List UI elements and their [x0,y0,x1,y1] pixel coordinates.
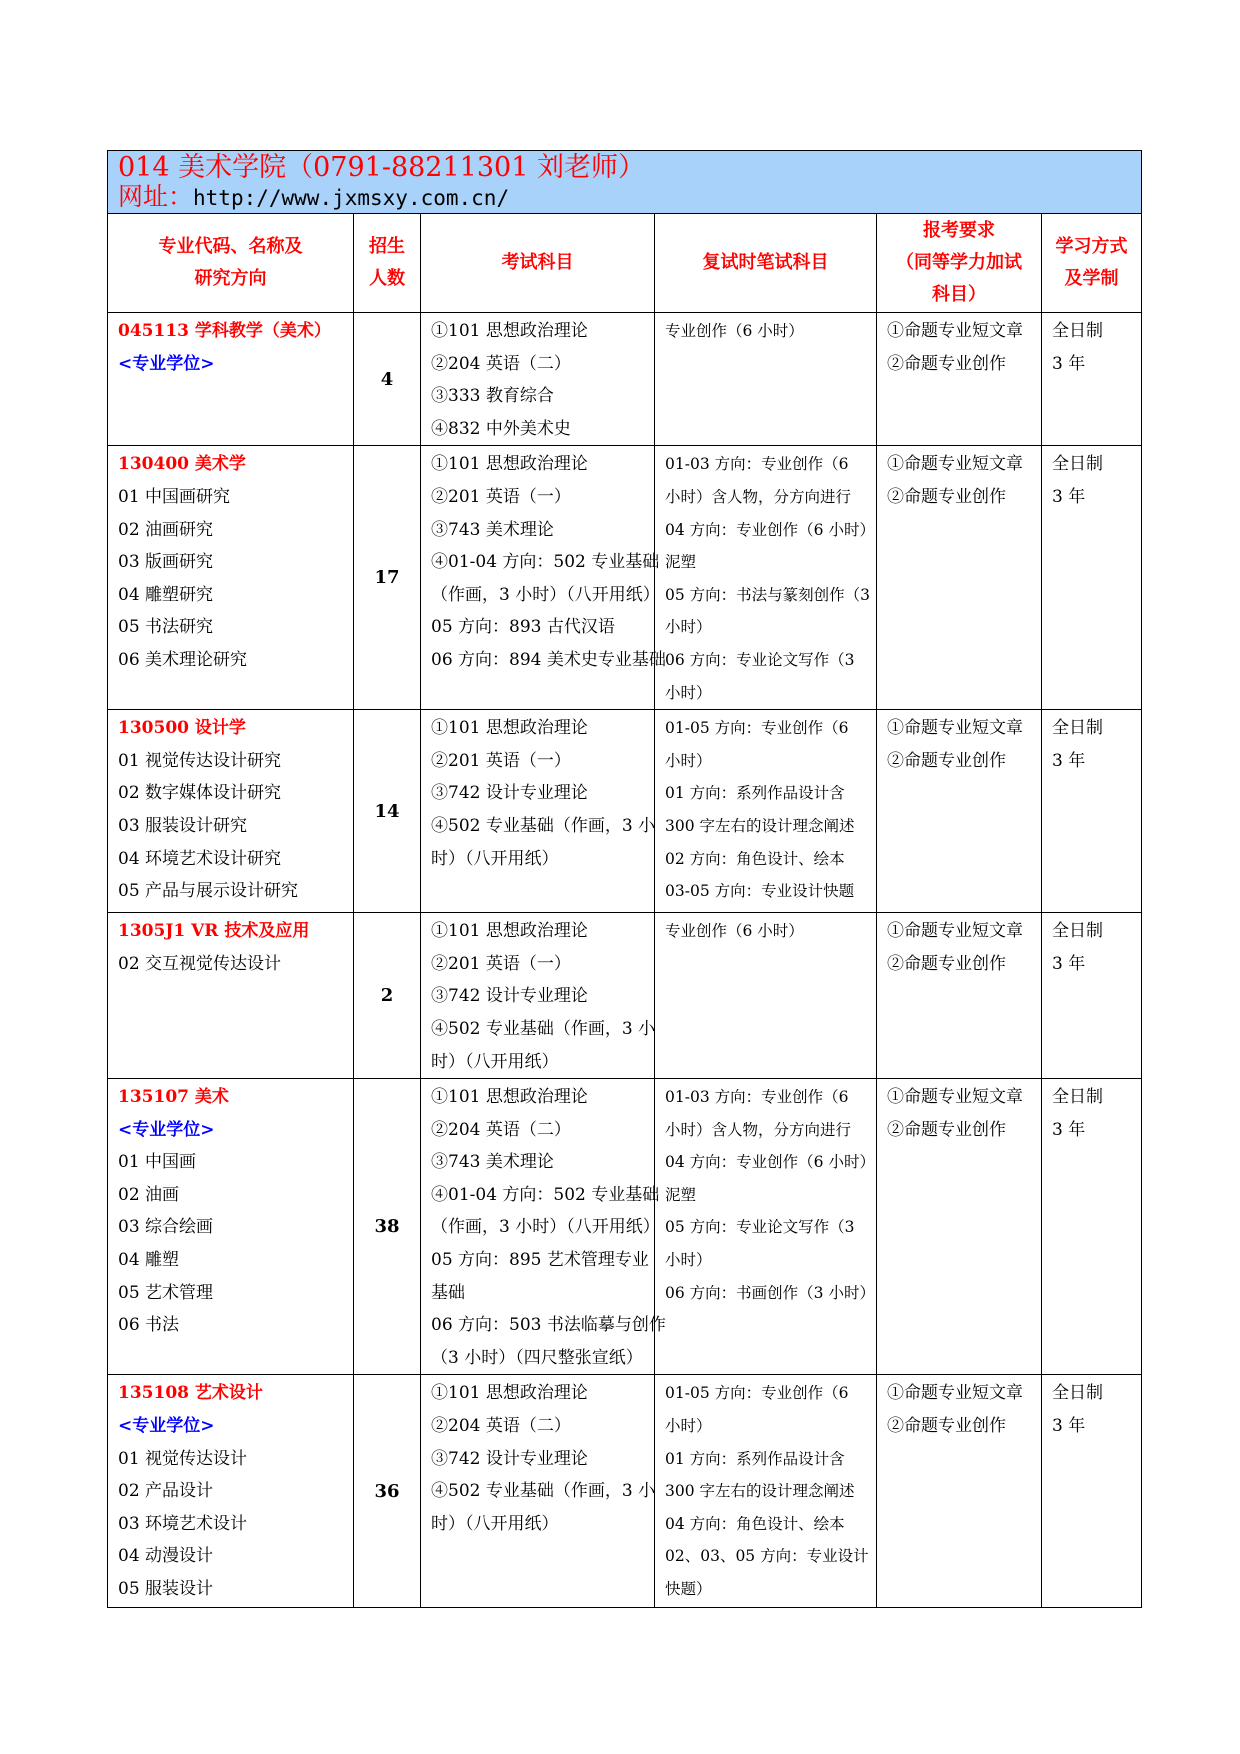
retest-subject: 专业创作（6 小时） [665,322,804,340]
enrollment-count: 14 [354,710,421,913]
major-cell [108,1375,354,1608]
col-header-exam: 考试科目 [421,214,655,313]
study-mode-cell [1042,1079,1142,1375]
retest-subject: 小时） [665,1417,712,1436]
research-direction: 02 油画 [118,1184,180,1205]
exam-subject: 时）（八开用纸） [431,1051,559,1072]
retest-subject: 04 方向：角色设计、绘本 [665,1514,845,1533]
program-table [107,150,1142,1608]
retest-subject: 05 方向：专业论文写作（3 [665,1218,855,1237]
exam-subject: ④502 专业基础（作画，3 小 [431,1481,656,1502]
study-mode-item: 全日制 [1052,1383,1103,1404]
exam-subject: ④01-04 方向：502 专业基础 [431,552,660,573]
exam-subjects-cell [421,446,666,710]
retest-subject: 泥塑 [665,1185,697,1204]
retest-subjects-cell [655,1375,877,1608]
retest-subject: 01 方向：系列作品设计含 [665,1449,845,1468]
retest-subject: 专业创作（6 小时） [665,922,804,941]
exam-subjects-cell [421,1375,655,1608]
requirement-item: ①命题专业短文章 [887,1087,1023,1108]
study-mode-item: 3 年 [1052,353,1086,374]
table-row [108,913,1142,1079]
exam-subject: ④502 专业基础（作画，3 小 [431,1018,656,1039]
exam-subject: ①101 思想政治理论 [431,1383,588,1404]
retest-subject: 快题） [665,1580,712,1598]
retest-subject: 03-05 方向：专业设计快题 [665,882,855,901]
major-code-name: 135108 艺术设计 [118,1383,263,1404]
major-code-name: 130500 设计学 [118,718,246,739]
research-direction: 06 书法 [118,1315,180,1336]
major-cell [108,710,354,913]
major-code-name: 130400 美术学 [118,454,246,475]
enrollment-count: 4 [354,313,421,446]
study-mode-cell [1042,313,1142,446]
study-mode-cell [1042,913,1142,1079]
requirements-cell [877,1079,1042,1375]
exam-subject: ②204 英语（二） [431,1416,571,1437]
exam-subject: 05 方向：895 艺术管理专业 [431,1250,649,1271]
retest-subject: 泥塑 [665,553,697,572]
col-header-study: 学习方式 及学制 [1042,214,1142,313]
table-row [108,1079,1142,1375]
research-direction: 04 环境艺术设计研究 [118,848,282,869]
retest-subject: 300 字左右的设计理念阐述 [665,1482,855,1501]
degree-type: <专业学位> [118,1119,215,1140]
retest-subject: 小时）含人物，分方向进行 [665,487,852,506]
retest-subject: 01-05 方向：专业创作（6 [665,1384,849,1403]
study-mode-item: 全日制 [1052,1087,1103,1108]
exam-subject: ③742 设计专业理论 [431,986,588,1007]
requirement-item: ②命题专业创作 [887,953,1006,974]
enrollment-count: 36 [354,1375,421,1608]
major-cell [108,1079,354,1375]
exam-subject: ②201 英语（一） [431,750,571,771]
col-header-retest: 复试时笔试科目 [655,214,877,313]
study-mode-item: 全日制 [1052,921,1103,942]
research-direction: 06 美术理论研究 [118,649,248,670]
retest-subject: 01 方向：系列作品设计含 [665,784,845,803]
study-mode-item: 3 年 [1052,750,1086,771]
major-code-name: 135107 美术 [118,1087,229,1108]
requirements-cell [877,1375,1042,1608]
exam-subject: ③333 教育综合 [431,386,554,407]
col-header-enroll: 招生 人数 [354,214,421,313]
requirements-cell [877,313,1042,446]
requirements-cell [877,913,1042,1079]
major-cell [108,446,354,710]
degree-type: <专业学位> [118,353,215,374]
research-direction: 03 版画研究 [118,552,214,573]
requirement-item: ②命题专业创作 [887,486,1006,507]
retest-subjects-cell [655,710,877,913]
exam-subject: 05 方向：893 古代汉语 [431,617,615,638]
exam-subject: ①101 思想政治理论 [431,921,588,942]
study-mode-item: 3 年 [1052,953,1086,974]
enrollment-count: 38 [354,1079,421,1375]
enrollment-count: 17 [354,446,421,710]
research-direction: 04 雕塑 [118,1250,180,1271]
research-direction: 02 交互视觉传达设计 [118,953,282,974]
retest-subject: 小时） [665,751,712,770]
research-direction: 05 产品与展示设计研究 [118,881,299,902]
research-direction: 01 视觉传达设计 [118,1448,248,1469]
exam-subject: ②201 英语（一） [431,953,571,974]
retest-subjects-cell [655,1079,877,1375]
exam-subject: 06 方向：503 书法临摹与创作 [431,1315,666,1336]
study-mode-cell [1042,710,1142,913]
exam-subject: ④832 中外美术史 [431,418,571,439]
major-cell [108,913,354,1079]
requirement-item: ②命题专业创作 [887,1119,1006,1140]
table-row [108,446,1142,710]
retest-subject: 小时） [665,618,712,637]
title-banner [108,151,1142,214]
retest-subjects-cell [655,446,877,710]
table-row [108,1375,1142,1608]
major-code-name: 1305J1 VR 技术及应用 [118,921,310,942]
exam-subject: ①101 思想政治理论 [431,321,588,341]
exam-subject: （作画，3 小时）（八开用纸） [431,584,660,605]
research-direction: 04 雕塑研究 [118,584,214,605]
exam-subjects-cell [421,1079,666,1375]
requirement-item: ②命题专业创作 [887,353,1006,374]
requirement-item: ①命题专业短文章 [887,921,1023,942]
exam-subjects-cell [421,710,655,913]
exam-subject: ③742 设计专业理论 [431,1448,588,1469]
research-direction: 02 数字媒体设计研究 [118,783,282,804]
retest-subject: 06 方向：专业论文写作（3 [665,650,855,669]
exam-subjects-cell [421,913,655,1079]
study-mode-item: 全日制 [1052,718,1103,739]
exam-subject: 时）（八开用纸） [431,1513,559,1534]
retest-subject: 300 字左右的设计理念阐述 [665,816,855,835]
study-mode-item: 全日制 [1052,321,1103,341]
requirements-cell [877,710,1042,913]
retest-subject: 02、03、05 方向：专业设计 [665,1547,869,1566]
research-direction: 05 服装设计 [118,1579,214,1599]
enrollment-count: 2 [354,913,421,1079]
research-direction: 03 综合绘画 [118,1217,214,1238]
exam-subject: ①101 思想政治理论 [431,1087,588,1108]
website-line [118,183,1141,212]
study-mode-item: 3 年 [1052,486,1086,507]
exam-subject: ③743 美术理论 [431,1152,554,1173]
retest-subject: 小时） [665,683,712,702]
table-row [108,313,1142,446]
study-mode-item: 3 年 [1052,1119,1086,1140]
col-header-require: 报考要求 （同等学力加试 科目） [877,214,1042,313]
research-direction: 04 动漫设计 [118,1546,214,1567]
requirement-item: ①命题专业短文章 [887,321,1023,341]
research-direction: 01 中国画研究 [118,486,231,507]
retest-subject: 02 方向：角色设计、绘本 [665,849,845,868]
requirement-item: ②命题专业创作 [887,1416,1006,1437]
requirement-item: ②命题专业创作 [887,750,1006,771]
exam-subject: ①101 思想政治理论 [431,454,588,475]
col-header-major: 专业代码、名称及 研究方向 [108,214,354,313]
study-mode-item: 3 年 [1052,1416,1086,1437]
study-mode-cell [1042,446,1142,710]
retest-subject: 小时）含人物，分方向进行 [665,1120,852,1139]
research-direction: 01 视觉传达设计研究 [118,750,282,771]
table-row [108,710,1142,913]
major-cell [108,313,354,446]
exam-subject: 06 方向：894 美术史专业基础 [431,649,666,670]
requirement-item: ①命题专业短文章 [887,718,1023,739]
retest-subject: 05 方向：书法与篆刻创作（3 [665,585,871,604]
retest-subject: 小时） [665,1251,712,1270]
degree-type: <专业学位> [118,1416,215,1437]
admissions-sheet [107,150,1141,1608]
retest-subject: 06 方向：书画创作（3 小时） [665,1283,875,1302]
exam-subject: ②204 英语（二） [431,353,571,374]
retest-subject: 01-03 方向：专业创作（6 [665,455,849,474]
exam-subject: 基础 [431,1282,465,1303]
study-mode-cell [1042,1375,1142,1608]
research-direction: 05 艺术管理 [118,1282,214,1303]
table-header-row [108,214,1142,313]
website-url[interactable]: http://www.jxmsxy.com.cn/ [193,186,510,210]
exam-subject: ④502 专业基础（作画，3 小 [431,815,656,836]
retest-subject: 01-05 方向：专业创作（6 [665,719,849,738]
research-direction: 01 中国画 [118,1152,197,1173]
research-direction: 02 油画研究 [118,519,214,540]
exam-subject: （作画，3 小时）（八开用纸） [431,1217,660,1238]
retest-subject: 04 方向：专业创作（6 小时） [665,1153,875,1172]
study-mode-item: 全日制 [1052,454,1103,475]
page-title: 014 美术学院（0791-88211301 刘老师） [118,152,645,183]
retest-subjects-cell [655,913,877,1079]
exam-subject: ②201 英语（一） [431,486,571,507]
research-direction: 03 环境艺术设计 [118,1513,248,1534]
exam-subject: ③743 美术理论 [431,519,554,540]
retest-subject: 01-03 方向：专业创作（6 [665,1088,849,1107]
research-direction: 03 服装设计研究 [118,815,248,836]
exam-subject: ④01-04 方向：502 专业基础 [431,1184,660,1205]
retest-subjects-cell [655,313,877,446]
exam-subject: （3 小时）（四尺整张宣纸） [431,1347,643,1368]
requirement-item: ①命题专业短文章 [887,454,1023,475]
requirement-item: ①命题专业短文章 [887,1383,1023,1404]
exam-subject: ②204 英语（二） [431,1119,571,1140]
retest-subject: 04 方向：专业创作（6 小时） [665,520,875,539]
research-direction: 02 产品设计 [118,1481,214,1502]
requirements-cell [877,446,1042,710]
exam-subjects-cell [421,313,655,446]
website-label: 网址： [118,182,194,211]
exam-subject: 时）（八开用纸） [431,848,559,869]
research-direction: 05 书法研究 [118,617,214,638]
exam-subject: ③742 设计专业理论 [431,783,588,804]
exam-subject: ①101 思想政治理论 [431,718,588,739]
major-code-name: 045113 学科教学（美术） [118,321,331,341]
